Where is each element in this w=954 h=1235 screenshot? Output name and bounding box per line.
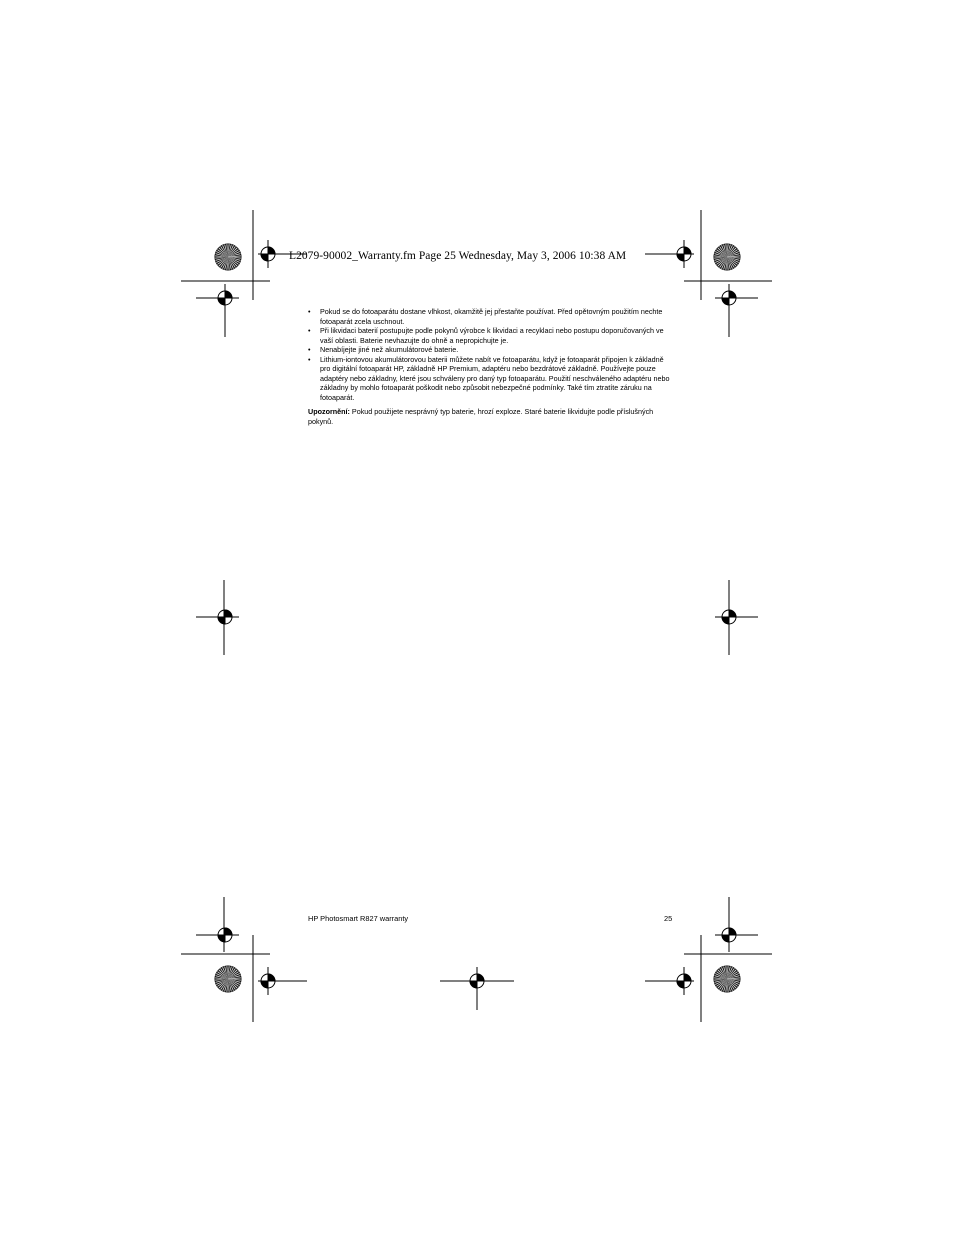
warning-text: Pokud použijete nesprávný typ baterie, hrozí exploze. Staré baterie likvidujte podle příslušných pokynů. [308,407,654,426]
list-item-text: Lithium-iontovou akumulátorovou baterii můžete nabít ve fotoaparátu, když je fotoaparát připojen k základně pro digitální fotoaparát HP, základně HP Premium, adaptéru nebo bezdrátové základně. Používejte pouze adaptéry nebo základny, které jsou schváleny pro daný typ fotoaparátu. Použití neschváleného adaptéru nebo základny by mohlo fotoaparát poškodit nebo způsobit nebezpečné podmínky. Také tím ztratíte záruku na fotoaparát. [320,354,670,402]
list-item-text: Nenabíjejte jiné než akumulátorové baterie. [320,345,459,354]
warning-paragraph [308,407,670,426]
starburst-target-icon [215,244,241,270]
bullet-icon: • [308,354,311,364]
print-slug-line: L2079-90002_Warranty.fm Page 25 Wednesday, May 3, 2006 10:38 AM [289,250,627,262]
list-item [308,326,670,345]
list-item [308,345,670,355]
starburst-target-icon [714,966,740,992]
list-item [308,307,670,326]
list-item-text: Pokud se do fotoaparátu dostane vlhkost, okamžitě jej přestaňte používat. Před opětovným použitím nechte fotoaparát zcela uschnout. [320,307,663,326]
starburst-target-icon [215,966,241,992]
footer-title: HP Photosmart R827 warranty [308,914,409,923]
bullet-icon: • [308,345,311,354]
bullet-icon: • [308,326,311,335]
page-content [308,307,670,433]
list-item [308,355,670,403]
warning-label: Upozornění: [308,407,350,416]
bullet-icon: • [308,307,311,316]
page-number: 25 [664,914,673,923]
list-item-text: Při likvidaci baterií postupujte podle pokynů výrobce k likvidaci a recyklaci nebo postupu doporučovaných ve vaší oblasti. Baterie nevhazujte do ohně a nepropichujte je. [320,326,664,345]
starburst-target-icon [714,244,740,270]
bullet-list [308,307,670,402]
